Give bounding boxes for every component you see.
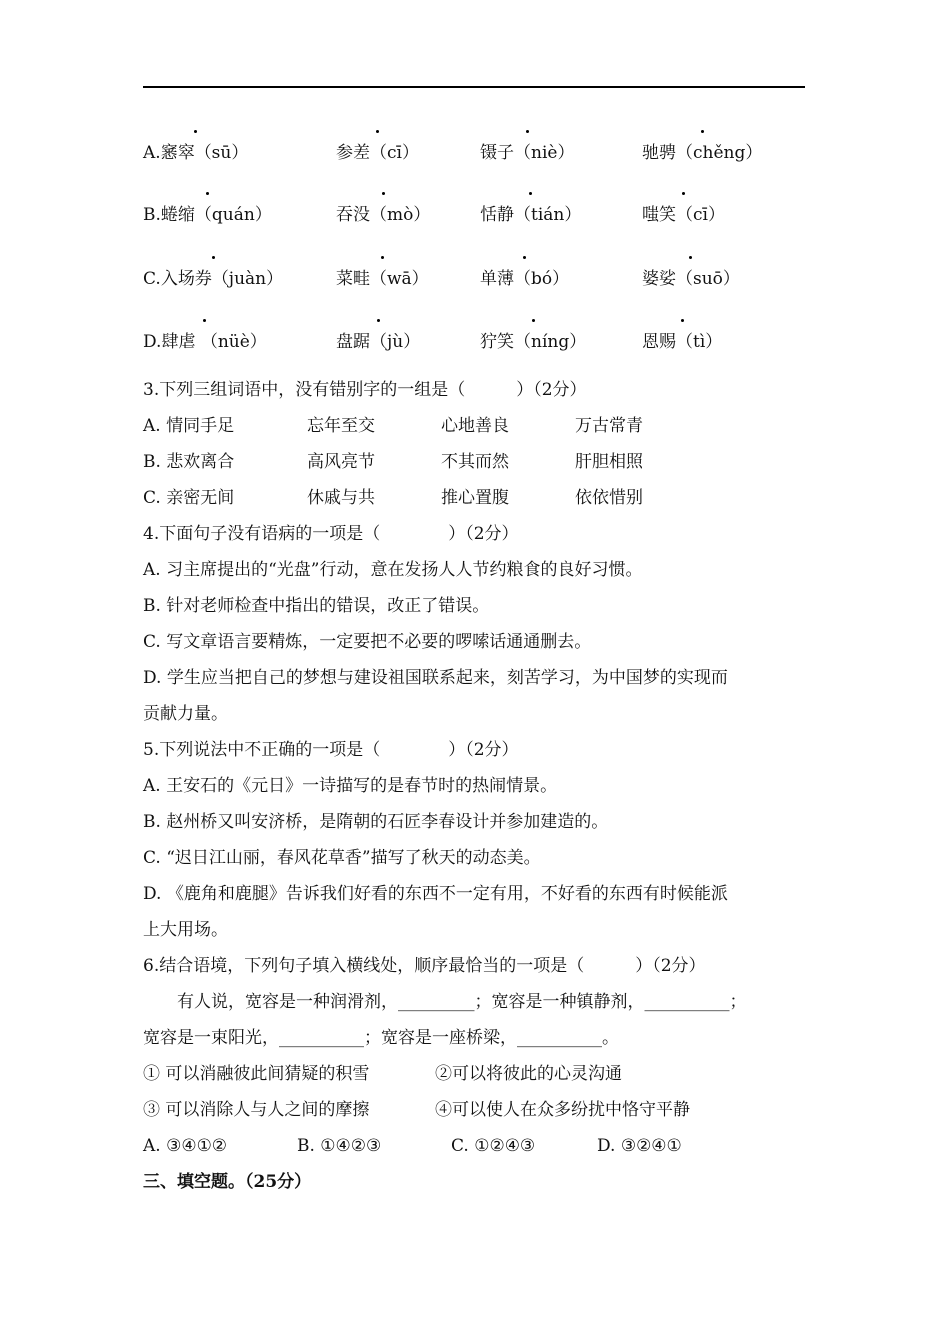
q6-item-1: ① 可以消融彼此间猜疑的积雪 <box>143 1064 370 1084</box>
dotted-char: 虐 <box>178 327 195 352</box>
dotted-char: 嗤 <box>642 200 659 225</box>
dotted-char: 差 <box>353 138 370 163</box>
q3-word: B. 悲欢离合 <box>143 452 235 472</box>
pinyin: （wā） <box>370 269 429 289</box>
q2-option-row <box>143 138 823 174</box>
pinyin: （sū） <box>194 143 249 163</box>
q2-word-item <box>480 264 569 289</box>
word-char: 静 <box>497 205 514 225</box>
q2-word-item <box>143 264 283 289</box>
q2-option-row <box>143 327 823 363</box>
q5-option-d-cont: 上大用场。 <box>143 920 228 940</box>
pinyin: （jù） <box>370 332 421 352</box>
word-char: 婆 <box>642 269 659 289</box>
q3-word: 依依惜别 <box>575 488 643 508</box>
q6-choice-b: B. ①④②③ <box>297 1136 382 1156</box>
pinyin: （juàn） <box>211 269 284 289</box>
q2-word-item <box>143 327 267 352</box>
pinyin: （tián） <box>514 205 582 225</box>
dotted-char: 薄 <box>497 264 514 289</box>
dotted-char: 券 <box>195 264 212 289</box>
dotted-char: 恬 <box>480 200 497 225</box>
q4-option-a: A. 习主席提出的“光盘”行动，意在发扬人人节约粮食的良好习惯。 <box>143 560 643 580</box>
q3-word: 休戚与共 <box>307 488 375 508</box>
q2-word-item <box>480 200 581 225</box>
word-char: 场 <box>177 269 195 289</box>
q5-option-a: A. 王安石的《元日》一诗描写的是春节时的热闹情景。 <box>143 776 558 796</box>
word-char: 肆 <box>161 332 179 352</box>
q6-stem: 6.结合语境，下列句子填入横线处，顺序最恰当的一项是（ ）（2分） <box>143 956 706 976</box>
q6-choice-a: A. ③④①② <box>143 1136 228 1156</box>
q2-option-row <box>143 264 823 300</box>
q6-choice-d: D. ③②④① <box>597 1136 682 1156</box>
pinyin: （cī） <box>676 205 725 225</box>
pinyin: （niè） <box>514 143 575 163</box>
q2-option-label: D. <box>143 332 162 352</box>
word-char: 子 <box>497 143 514 163</box>
q4-option-b: B. 针对老师检查中指出的错误，改正了错误。 <box>143 596 490 616</box>
q6-item-2: ②可以将彼此的心灵沟通 <box>435 1064 622 1084</box>
q4-option-d: D. 学生应当把自己的梦想与建设祖国联系起来，刻苦学习，为中国梦的实现而 <box>143 668 728 688</box>
q2-word-item <box>642 138 762 163</box>
word-char: 恩 <box>642 332 659 352</box>
dotted-char: 镊 <box>480 138 497 163</box>
dotted-char: 赐 <box>659 327 676 352</box>
q3-word: 万古常青 <box>575 416 643 436</box>
q2-word-item <box>143 138 248 163</box>
q3-word: 肝胆相照 <box>575 452 643 472</box>
q4-option-c: C. 写文章语言要精炼，一定要把不必要的啰嗦话通通删去。 <box>143 632 592 652</box>
word-char: 窸 <box>160 143 178 163</box>
section-3-heading: 三、填空题。（25分） <box>143 1172 312 1192</box>
pinyin: （cī） <box>370 143 419 163</box>
q2-option-label: C. <box>143 269 161 289</box>
pinyin: （quán） <box>194 205 272 225</box>
header-rule <box>143 86 805 88</box>
word-char: 驰 <box>642 143 659 163</box>
word-char: 盘 <box>336 332 353 352</box>
pinyin: （mò） <box>370 205 431 225</box>
q2-word-item <box>642 327 722 352</box>
q2-word-item <box>336 327 420 352</box>
dotted-char: 娑 <box>659 264 676 289</box>
word-char: 缩 <box>177 205 195 225</box>
q2-word-item <box>336 200 430 225</box>
q3-stem: 3.下列三组词语中，没有错别字的一组是（ ）（2分） <box>143 380 587 400</box>
q2-option-row <box>143 200 823 236</box>
dotted-char: 骋 <box>659 138 676 163</box>
q2-word-item <box>480 138 574 163</box>
word-char: 笑 <box>497 332 514 352</box>
pinyin: （níng） <box>514 332 587 352</box>
dotted-char: 踞 <box>353 327 370 352</box>
pinyin: （nüè） <box>195 332 267 352</box>
q2-word-item <box>143 200 272 225</box>
q2-word-item <box>642 264 740 289</box>
q6-passage-1: 有人说，宽容是一种润滑剂，_________；宽容是一种镇静剂，__________； <box>143 992 747 1012</box>
pinyin: （suō） <box>676 269 740 289</box>
q5-option-c: C. “迟日江山丽，春风花草香”描写了秋天的动态美。 <box>143 848 541 868</box>
q3-word: 心地善良 <box>441 416 509 436</box>
q2-word-item <box>642 200 725 225</box>
q2-word-item <box>336 138 419 163</box>
pinyin: （bó） <box>514 269 570 289</box>
q5-stem: 5.下列说法中不正确的一项是（ ）（2分） <box>143 740 519 760</box>
q6-passage-2: 宽容是一束阳光，__________；宽容是一座桥梁，__________。 <box>143 1028 619 1048</box>
word-char: 参 <box>336 143 353 163</box>
q2-word-item <box>480 327 586 352</box>
q3-word: 不其而然 <box>441 452 509 472</box>
dotted-char: 没 <box>353 200 370 225</box>
q5-option-d: D. 《鹿角和鹿腿》告诉我们好看的东西不一定有用，不好看的东西有时候能派 <box>143 884 728 904</box>
q6-item-4: ④可以使人在众多纷扰中恪守平静 <box>435 1100 690 1120</box>
q6-choice-c: C. ①②④③ <box>451 1136 536 1156</box>
word-char: 单 <box>480 269 497 289</box>
word-char: 菜 <box>336 269 353 289</box>
dotted-char: 狞 <box>480 327 497 352</box>
q3-word: 高风亮节 <box>307 452 375 472</box>
q5-option-b: B. 赵州桥又叫安济桥，是隋朝的石匠李春设计并参加建造的。 <box>143 812 609 832</box>
q2-option-label: B. <box>143 205 161 225</box>
q2-word-item <box>336 264 429 289</box>
q3-word: A. 情同手足 <box>143 416 235 436</box>
q3-word: C. 亲密无间 <box>143 488 235 508</box>
q2-option-label: A. <box>143 143 161 163</box>
word-char: 吞 <box>336 205 353 225</box>
word-char: 入 <box>160 269 178 289</box>
pinyin: （chěng） <box>676 143 763 163</box>
word-char: 笑 <box>659 205 676 225</box>
q4-stem: 4.下面句子没有语病的一项是（ ）（2分） <box>143 524 519 544</box>
q4-option-d-cont: 贡献力量。 <box>143 704 228 724</box>
dotted-char: 畦 <box>353 264 370 289</box>
q6-item-3: ③ 可以消除人与人之间的摩擦 <box>143 1100 370 1120</box>
q3-word: 推心置腹 <box>441 488 509 508</box>
q3-word: 忘年至交 <box>307 416 375 436</box>
pinyin: （tì） <box>676 332 723 352</box>
dotted-char: 蜷 <box>161 200 178 225</box>
dotted-char: 窣 <box>178 138 195 163</box>
